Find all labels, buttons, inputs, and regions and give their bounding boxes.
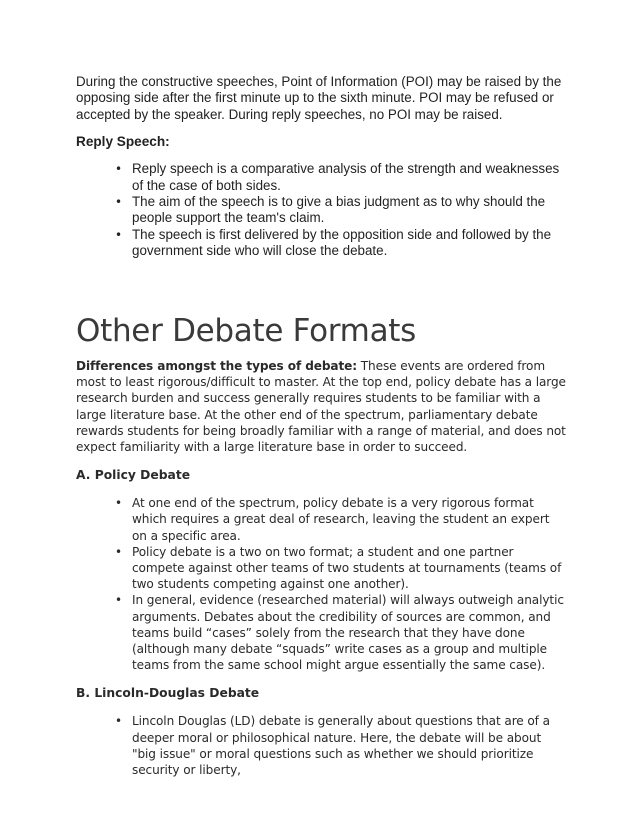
ld-debate-list — [76, 713, 566, 778]
list-item: • The aim of the speech is to give a bias judgment as to why should the people support the team's claim. — [76, 194, 566, 227]
differences-lead: Differences amongst the types of debate: — [76, 359, 358, 373]
policy-debate-heading: A. Policy Debate — [76, 468, 191, 483]
reply-speech-list — [76, 161, 566, 259]
list-item: • The speech is first delivered by the opposition side and followed by the government side who will close the debate. — [76, 227, 566, 260]
upper-section — [76, 74, 566, 260]
poi-paragraph: During the constructive speeches, Point of Information (POI) may be raised by the opposing side after the first minute up to the sixth minute. POI may be refused or accepted by the speaker. During reply speeches, no POI may be raised. — [76, 74, 562, 122]
section-title: Other Debate Formats — [76, 313, 416, 349]
list-item: • Lincoln Douglas (LD) debate is generally about questions that are of a deeper moral or philosophical nature. Here, the debate will be about "big issue" or moral questions such as whether we should prioritize security or liberty, — [76, 713, 566, 778]
list-item: • At one end of the spectrum, policy debate is a very rigorous format which requires a great deal of research, leaving the student an expert on a specific area. — [76, 495, 566, 544]
differences-text: These events are ordered from most to least rigorous/difficult to master. At the top end, policy debate has a large research burden and success generally requires students to be familiar with a large literature base. At the other end of the spectrum, parliamentary debate rewards students for being broadly familiar with a range of material, and does not expect familiarity with a large literature base in order to succeed. — [76, 359, 566, 455]
list-item: • In general, evidence (researched material) will always outweigh analytic arguments. Debates about the credibility of sources are common, and teams build “cases” solely from the research that they have done (although many debate “squads” write cases as a group and multiple teams from the same school might argue essentially the same case). — [76, 592, 566, 673]
ld-debate-heading: B. Lincoln-Douglas Debate — [76, 686, 260, 701]
reply-speech-heading: Reply Speech: — [76, 134, 170, 150]
differences-paragraph — [76, 358, 566, 455]
list-item: • Policy debate is a two on two format; a student and one partner compete against other teams of two students at tournaments (teams of two students competing against one another). — [76, 544, 566, 593]
list-item: • Reply speech is a comparative analysis of the strength and weaknesses of the case of both sides. — [76, 161, 566, 194]
policy-debate-list — [76, 495, 566, 673]
lower-section — [76, 358, 566, 778]
